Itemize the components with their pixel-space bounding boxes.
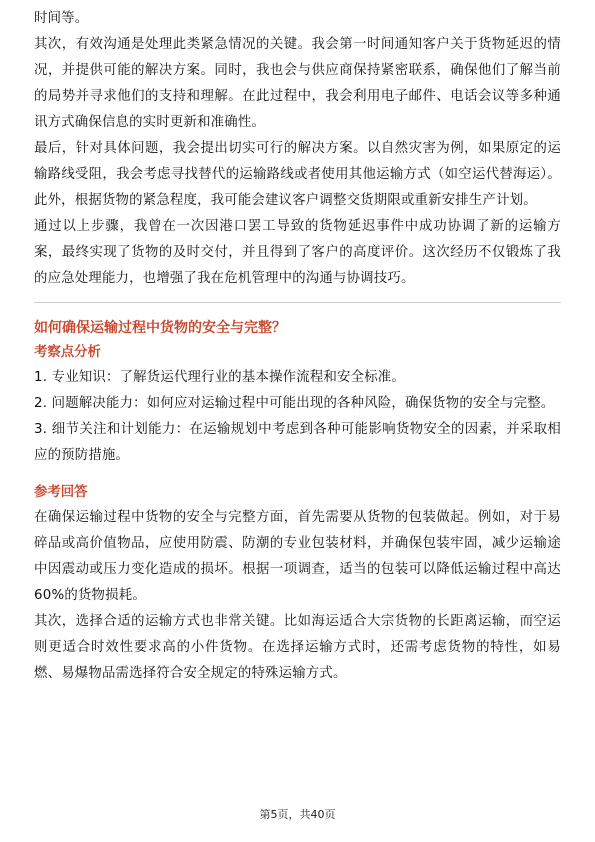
- analysis-item: 3. 细节关注和计划能力：在运输规划中考虑到各种可能影响货物安全的因素，并采取相应的预防措施。: [34, 422, 561, 463]
- paragraph-communication: 其次，有效沟通是处理此类紧急情况的关键。我会第一时间通知客户关于货物延迟的情况，并提供可能的解决方案。同时，我也会与供应商保持紧密联系，确保他们了解当前的局势并寻求他们的支持和理解。在此过程中，我会利用电子邮件、电话会议等多种通讯方式确保信息的实时更新和准确性。: [34, 37, 561, 130]
- document-page: [34, 0, 561, 687]
- paragraph-experience: 通过以上步骤，我曾在一次因港口罢工导致的货物延迟事件中成功协调了新的运输方案，最终实现了货物的及时交付，并且得到了客户的高度评价。这次经历不仅锻炼了我的应急处理能力，也增强了我在危机管理中的沟通与协调技巧。: [34, 219, 561, 286]
- question-title: 如何确保运输过程中货物的安全与完整？: [34, 320, 286, 336]
- paragraph-solution: 最后，针对具体问题，我会提出切实可行的解决方案。以自然灾害为例，如果原定的运输路线受阻，我会考虑寻找替代的运输路线或者使用其他运输方式（如空运代替海运）。此外，根据货物的紧急程度，我可能会建议客户调整交货期限或重新安排生产计划。: [34, 141, 561, 208]
- analysis-item: 2. 问题解决能力：如何应对运输过程中可能出现的各种风险，确保货物的安全与完整。: [34, 396, 555, 411]
- answer-heading: 参考回答: [34, 485, 88, 500]
- page-number: 第5页，共40页: [259, 808, 336, 821]
- answer-paragraph: 在确保运输过程中货物的安全与完整方面，首先需要从货物的包装做起。例如，对于易碎品或高价值物品，应使用防震、防潮的专业包装材料，并确保包装牢固，减少运输途中因震动或压力变化造成的损坏。根据一项调查，适当的包装可以降低运输过程中高达60%的货物损耗。: [34, 510, 561, 603]
- analysis-heading: 考察点分析: [34, 345, 101, 360]
- analysis-item: 1. 专业知识：了解货运代理行业的基本操作流程和安全标准。: [34, 370, 405, 385]
- paragraph-continuation: 时间等。: [34, 11, 89, 26]
- answer-paragraph: 其次，选择合适的运输方式也非常关键。比如海运适合大宗货物的长距离运输，而空运则更适合时效性要求高的小件货物。在选择运输方式时，还需考虑货物的特性，如易燃、易爆物品需选择符合安全规定的特殊运输方式。: [34, 614, 561, 681]
- section-divider: [34, 302, 561, 303]
